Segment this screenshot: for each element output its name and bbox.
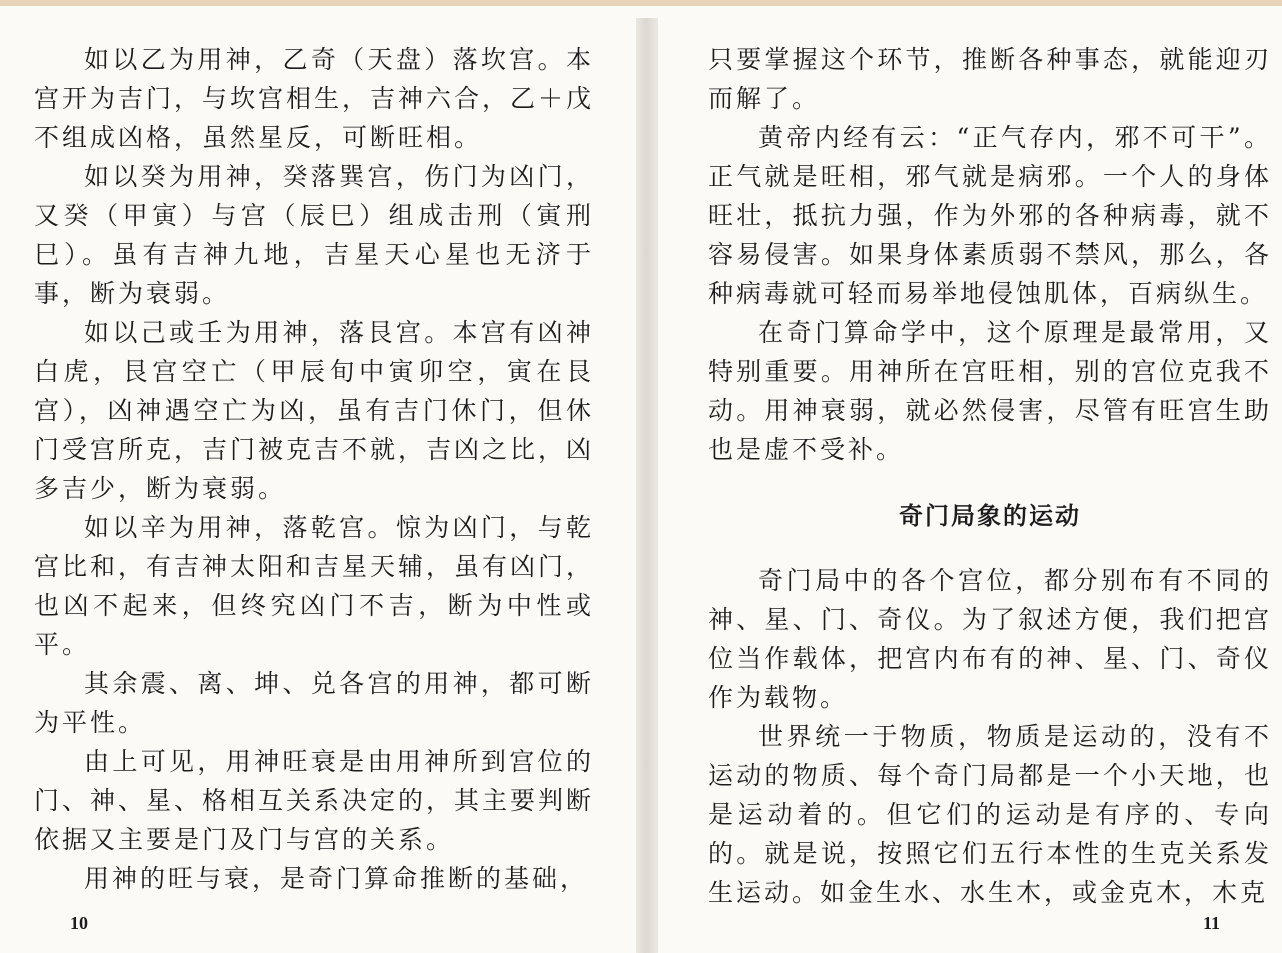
left-paragraph-3: 如以己或壬为用神，落艮宫。本宫有凶神白虎，艮宫空亡（甲辰旬中寅卯空，寅在艮宫），凶神遇空亡为凶，虽有吉门休门，但休门受宫所克，吉门被克吉不就，吉凶之比，凶多吉少，断为衰弱。 bbox=[34, 318, 595, 503]
right-page bbox=[708, 40, 1272, 912]
left-paragraph-7: 用神的旺与衰，是奇门算命推断的基础， bbox=[84, 864, 589, 893]
left-paragraph-5: 其余震、离、坤、兑各宫的用神，都可断为平性。 bbox=[34, 669, 594, 737]
left-paragraph-1: 如以乙为用神，乙奇（天盘）落坎宫。本宫开为吉门，与坎宫相生，吉神六合，乙＋戊不组成凶格，虽然星反，可断旺相。 bbox=[34, 45, 595, 152]
left-page-number: 10 bbox=[70, 913, 88, 933]
left-paragraph-4: 如以辛为用神，落乾宫。惊为凶门，与乾宫比和，有吉神太阳和吉星天辅，虽有凶门，也凶不起来，但终究凶门不吉，断为中性或平。 bbox=[34, 513, 595, 659]
section-heading: 奇门局象的运动 bbox=[899, 502, 1081, 530]
right-continuation: 只要掌握这个环节，推断各种事态，就能迎刃而解了。 bbox=[708, 45, 1272, 113]
right-paragraph-4: 世界统一于物质，物质是运动的，没有不运动的物质、每个奇门局都是一个小天地，也是运动着的。但它们的运动是有序的、专向的。就是说，按照它们五行本性的生克关系发生运动。如金生水、水生木，或金克木，木克 bbox=[708, 722, 1272, 907]
left-page bbox=[34, 40, 594, 898]
right-paragraph-2: 在奇门算命学中，这个原理是最常用，又特别重要。用神所在宫旺相，别的宫位克我不动。用神衰弱，就必然侵害，尽管有旺宫生助也是虚不受补。 bbox=[708, 318, 1272, 464]
right-paragraph-3: 奇门局中的各个宫位，都分别布有不同的神、星、门、奇仪。为了叙述方便，我们把宫位当作载体，把宫内布有的神、星、门、奇仪作为载物。 bbox=[708, 566, 1272, 712]
scan-top-edge bbox=[0, 0, 1282, 6]
left-paragraph-6: 由上可见，用神旺衰是由用神所到宫位的门、神、星、格相互关系决定的，其主要判断依据又主要是门及门与宫的关系。 bbox=[34, 747, 595, 854]
book-gutter bbox=[636, 18, 658, 953]
right-page-number: 11 bbox=[1203, 913, 1221, 933]
right-paragraph-1: 黄帝内经有云：“正气存内，邪不可干”。正气就是旺相，邪气就是病邪。一个人的身体旺壮，抵抗力强，作为外邪的各种病毒，就不容易侵害。如果身体素质弱不禁风，那么，各种病毒就可轻而易举地侵蚀肌体，百病纵生。 bbox=[708, 123, 1272, 308]
left-paragraph-2: 如以癸为用神，癸落巽宫，伤门为凶门，又癸（甲寅）与宫（辰巳）组成击刑（寅刑巳）。虽有吉神九地，吉星天心星也无济于事，断为衰弱。 bbox=[34, 162, 594, 308]
